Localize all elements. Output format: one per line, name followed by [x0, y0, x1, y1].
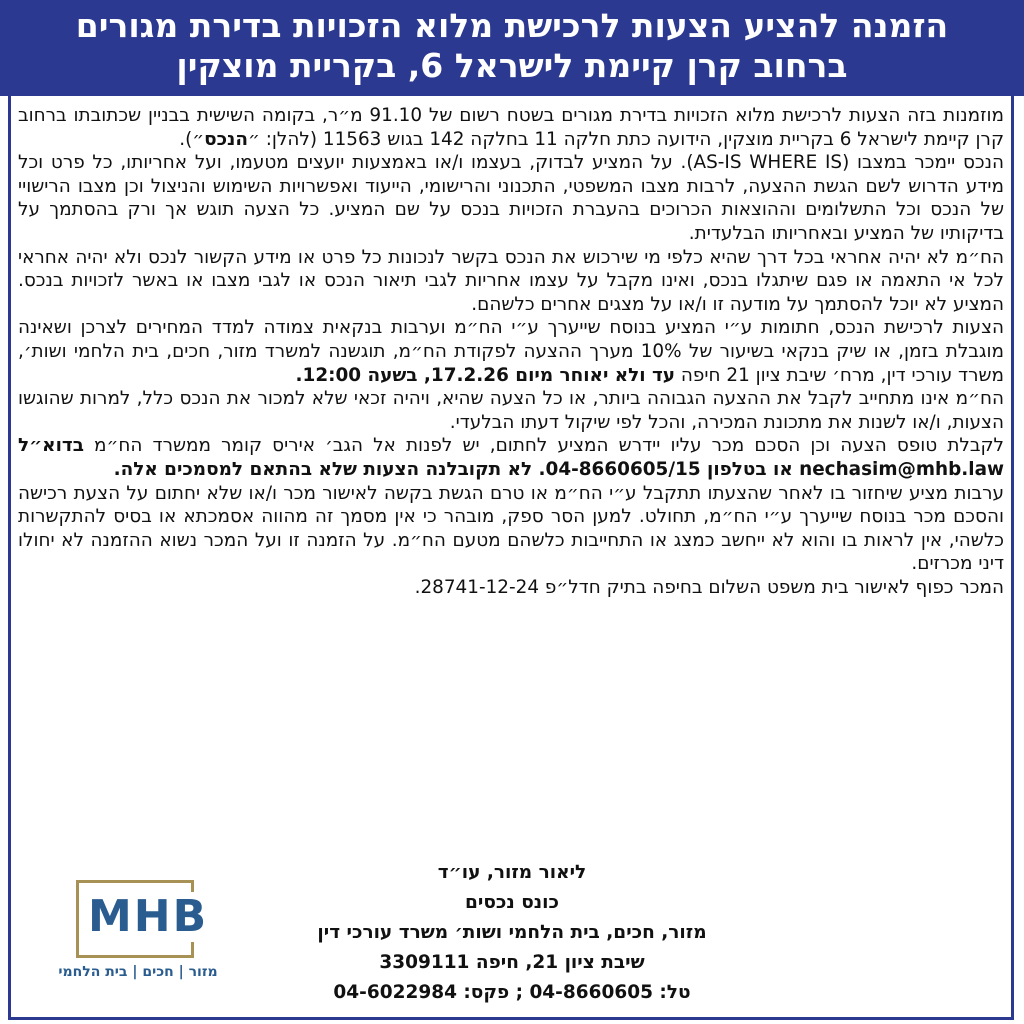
mhb-logo	[34, 876, 230, 994]
paragraph-guarantee: ערבות מציע שיחזור בו לאחר שהצעתו תתקבל ע״י הח״מ או טרם הגשת בקשה לאישור מכר ו/או שלא יחתום על הצעת רכישה והסכם מכר בנוסח שייערך ע״י הח״מ, תחולט. למען הסר ספק, מובהר כי אין מסמך זה מהווה אסמכתא או בסיס להתקשרות כלשהי, אין לראות בו והוא לא ייחשב כמצג או התחייבות כלשהם מטעם הח״מ. על הזמנה זו ועל המכר נשוא ההזמנה לא יחולו דיני מכרזים.	[18, 482, 1004, 575]
page-title-line-2: ברחוב קרן קיימת לישראל 6, בקריית מוצקין	[176, 46, 848, 85]
signatory-role: כונס נכסים	[465, 892, 559, 913]
paragraph-no-obligation: הח״מ אינו מתחייב לקבל את ההצעה הגבוהה ביותר, או כל הצעה שהיא, ויהיה זכאי שלא למכור את הנכס כלל, למרות שהוגשו הצעות, ו/או לשנות את מתכונת המכירה, והכל לפי שיקול דעתו הבלעדי.	[18, 388, 1004, 433]
logo-tagline: מזור | חכים | בית הלחמי	[58, 964, 218, 980]
paragraph-court-approval: המכר כפוף לאישור בית משפט השלום בחיפה בתיק חדל״פ 28741-12-24.	[414, 576, 1004, 598]
ad-header	[0, 0, 1024, 96]
submission-deadline: עד ולא יאוחר מיום 17.2.26, בשעה 12:00	[302, 364, 676, 386]
firm-address: שיבת ציון 21, חיפה 3309111	[379, 952, 645, 973]
signatory-name: ליאור מזור, עו״ד	[437, 862, 587, 883]
law-firm-name: מזור, חכים, בית הלחמי ושות׳ משרד עורכי דין	[317, 922, 707, 943]
paragraph-contact	[18, 434, 1004, 481]
paragraph-text: לקבלת טופס הצעה וכן הסכם מכר עליו יידרש המציע לחתום, יש לפנות אל הגב׳ איריס קומר ממשרד הח״מ	[83, 435, 1004, 457]
logo-letters: MHB	[84, 892, 252, 942]
paragraph-text: הצעות לרכישת הנכס, חתומות ע״י המציע בנוסח שייערך ע״י הח״מ וערבות בנקאית צמודה למדד המחירים לצרכן ושאינה מוגבלת בזמן, או שיק בנקאי בשיעור של 10% מערך ההצעה לפקודת הח״מ, תוגשנה למשרד מזור, חכים, בית הלחמי ושות׳, משרד עורכי דין, מרח׳ שיבת ציון 21 חיפה	[18, 317, 1005, 386]
firm-contact: טל: 04-8660605 ; פקס: 04-6022984	[333, 982, 691, 1003]
contact-details: בדוא״ל nechasim@mhb.law או בטלפון 04-8660605/15. לא תקובלנה הצעות שלא בהתאם למסמכים אלה.	[18, 435, 1004, 480]
paragraph-text-end: .	[295, 364, 303, 386]
paragraph-submission	[18, 316, 1004, 387]
signature-block	[262, 858, 762, 1008]
paragraph-text: מוזמנות בזה הצעות לרכישת מלוא הזכויות בדירת מגורים בשטח רשום של 91.10 מ״ר, בקומה השישית בבניין שכתובתו ברחוב קרן קיימת לישראל 6 בקריית מוצקין, הידועה כתת חלקה 11 בחלקה 142 בגוש 11563 (להלן: ״	[18, 105, 1004, 150]
defined-term: הנכס	[204, 128, 249, 150]
paragraph-property-description	[18, 104, 1004, 151]
ad-body	[18, 104, 1004, 599]
paragraph-text-end: ״).	[179, 128, 205, 150]
paragraph-liability: הח״מ לא יהיה אחראי בכל דרך שהיא כלפי מי שירכוש את הנכס בקשר לנכונות כל פרט או מידע הקשור לנכס ולא יהיה אחראי לכל אי התאמה או פגם שיתגלו בנכס, ואינו מקבל על עצמו אחריות לגבי תיאור הנכס או לגבי מצבו או באשר לזכויות בנכס. המציע לא יוכל להסתמך על מודעה זו ו/או על מצגים אחרים כלשהם.	[18, 246, 1004, 315]
page-title-line-1: הזמנה להציע הצעות לרכישת מלוא הזכויות בדירת מגורים	[75, 6, 949, 45]
paragraph-as-is: הנכס יימכר במצבו (AS-IS WHERE IS). על המציע לבדוק, בעצמו ו/או באמצעות יועצים מטעמו, ועל אחריותו, כל פרט וכל מידע הדרוש לשם הגשת ההצעה, לרבות מצבו המשפטי, התכנוני והרישומי, הייעוד ואפשרויות השימוש והניצול וכן מצבו הרישויי של הנכס וכל התשלומים וההוצאות הכרוכים בהעברת הזכויות בנכס על שם המציע. כל הצעה תוגש אך ורק בהסתמך על בדיקותיו של המציע ובאחריותו הבלעדית.	[18, 152, 1004, 244]
